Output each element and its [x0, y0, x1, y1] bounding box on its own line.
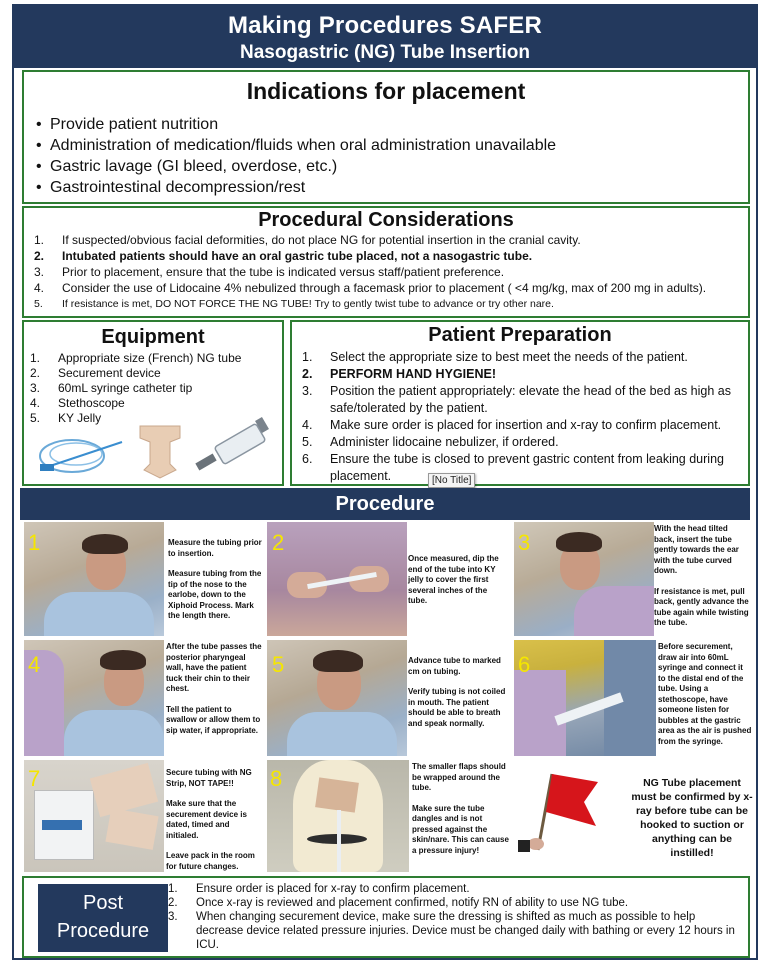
step-6-caption: Before securement, draw air into 60mL syringe and connect it to the distal end of the tube. Using a stethoscope, have someone listen for bubbles at the gastric area as the air is pushed from the syringe. — [658, 642, 752, 746]
indications-box — [22, 70, 750, 204]
step-5-photo — [267, 640, 407, 756]
step-2-number: 2 — [272, 530, 285, 555]
list-item: 1. Appropriate size (French) NG tube — [30, 351, 242, 365]
red-flag-icon — [518, 766, 608, 856]
step-7-number: 7 — [28, 766, 41, 791]
syringe-image — [195, 417, 269, 471]
list-item: 5. If resistance is met, DO NOT FORCE THE NG TUBE! Try to gently twist tube to advance or try other nare. — [34, 298, 554, 310]
step-8-caption: The smaller flaps should be wrapped around the tube. Make sure the tube dangles and is not pressed against the skin/nare. This can cause a pressure injury! — [412, 762, 509, 855]
step-4-number: 4 — [28, 652, 41, 677]
list-item: 3. Position the patient appropriately: elevate the head of the bed as high as safe/tolerated by the patient. — [302, 384, 731, 415]
step-1-caption: Measure the tubing prior to insertion. Measure tubing from the tip of the nose to the earlobe, down to the Xiphoid Process. Mark the length there. — [168, 538, 262, 620]
step-5-number: 5 — [272, 652, 285, 677]
list-item: 3. When changing securement device, make sure the dressing is shifted as much as possible to help decrease device related pressure injuries. Device must be changed daily with bathing or every 12 hours in ICU. — [168, 911, 735, 951]
step-1-number: 1 — [28, 530, 41, 555]
list-item: 4. Consider the use of Lidocaine 4% nebulized through a facemask prior to placement ( <4 mg/kg, max of 200 mg in adults). — [34, 281, 707, 295]
step-5-caption: Advance tube to marked cm on tubing. Verify tubing is not coiled in mouth. The patient should be able to breath and speak normally. — [408, 656, 506, 728]
indications-title: Indications for placement — [246, 78, 526, 104]
list-item: 1. If suspected/obvious facial deformities, do not place NG for potential insertion in the cranial cavity. — [34, 233, 581, 247]
list-item: 5. Administer lidocaine nebulizer, if ordered. — [302, 435, 559, 449]
post-procedure-list — [160, 882, 744, 952]
poster-frame — [12, 4, 758, 960]
list-item: 2. PERFORM HAND HYGIENE! — [302, 367, 496, 381]
step-3-caption: With the head tilted back, insert the tube gently towards the ear with the tube curved down. If resistance is met, pull back, gently advance the tube again while twisting the tube. — [654, 524, 749, 627]
step-2-photo — [267, 522, 407, 636]
list-item: 4. Make sure order is placed for insertion and x-ray to confirm placement. — [302, 418, 722, 432]
list-item: • Provide patient nutrition — [30, 114, 748, 135]
list-item: 3. 60mL syringe catheter tip — [30, 381, 193, 395]
list-item: 2. Once x-ray is reviewed and placement confirmed, notify RN of ability to use NG tube. — [168, 897, 629, 909]
list-item: • Administration of medication/fluids when oral administration unavailable — [30, 135, 748, 156]
list-item: 4. Stethoscope — [30, 396, 125, 410]
considerations-list — [26, 232, 748, 312]
considerations-title: Procedural Considerations — [258, 209, 514, 231]
list-item: 2. Intubated patients should have an oral gastric tube placed, not a nasogastric tube. — [34, 249, 533, 263]
considerations-box — [22, 206, 750, 318]
tooltip-no-title: [No Title] — [428, 473, 475, 488]
list-item: 1. Select the appropriate size to best meet the needs of the patient. — [302, 350, 688, 364]
step-6-number: 6 — [518, 652, 531, 677]
securement-device-image — [140, 426, 180, 478]
step-6-photo — [514, 640, 656, 756]
preparation-list — [294, 349, 742, 485]
preparation-title: Patient Preparation — [428, 324, 612, 346]
indications-list — [30, 114, 748, 198]
step-2-caption: Once measured, dip the end of the tube into KY jelly to cover the first several inches of the tube. — [408, 554, 499, 605]
list-item: 5. KY Jelly — [30, 411, 102, 425]
flag-warning-text: NG Tube placement must be confirmed by x-ray before tube can be hooked to suction or anything can be instilled! — [631, 777, 753, 859]
step-3-photo — [514, 522, 654, 636]
equipment-box — [22, 320, 284, 486]
step-3-number: 3 — [518, 530, 531, 555]
ng-tube-image — [40, 440, 122, 472]
equipment-title: Equipment — [101, 326, 205, 348]
list-item: 6. Ensure the tube is closed to prevent gastric content from leaking during placement. — [302, 452, 724, 483]
list-item: 1. Ensure order is placed for x-ray to confirm placement. — [168, 883, 470, 895]
poster-title: Making Procedures SAFER — [227, 12, 542, 39]
list-item: 2. Securement device — [30, 366, 161, 380]
post-procedure-box — [22, 876, 750, 958]
procedure-title-bar: Procedure — [20, 488, 750, 520]
step-7-photo — [24, 760, 164, 872]
step-8-photo — [267, 760, 409, 872]
list-item: • Gastrointestinal decompression/rest — [30, 177, 748, 198]
step-8-number: 8 — [270, 766, 283, 791]
post-procedure-label: Post Procedure — [38, 884, 168, 952]
poster-subtitle: Nasogastric (NG) Tube Insertion — [240, 42, 530, 63]
list-item: • Gastric lavage (GI bleed, overdose, etc.) — [30, 156, 748, 177]
list-item: 3. Prior to placement, ensure that the tube is indicated versus staff/patient preference. — [34, 265, 505, 279]
preparation-box — [290, 320, 750, 486]
step-1-photo — [24, 522, 164, 636]
header-banner — [14, 6, 756, 68]
step-7-caption: Secure tubing with NG Strip, NOT TAPE!! Make sure that the securement device is dated, timed and initialed. Leave pack in the room for future changes. — [166, 768, 255, 871]
step-4-photo — [24, 640, 164, 756]
step-4-caption: After the tube passes the posterior pharyngeal wall, have the patient tuck their chin to their chest. Tell the patient to swallow or allow them to sip water, if appropriate. — [166, 642, 262, 735]
equipment-illustration — [30, 414, 280, 484]
